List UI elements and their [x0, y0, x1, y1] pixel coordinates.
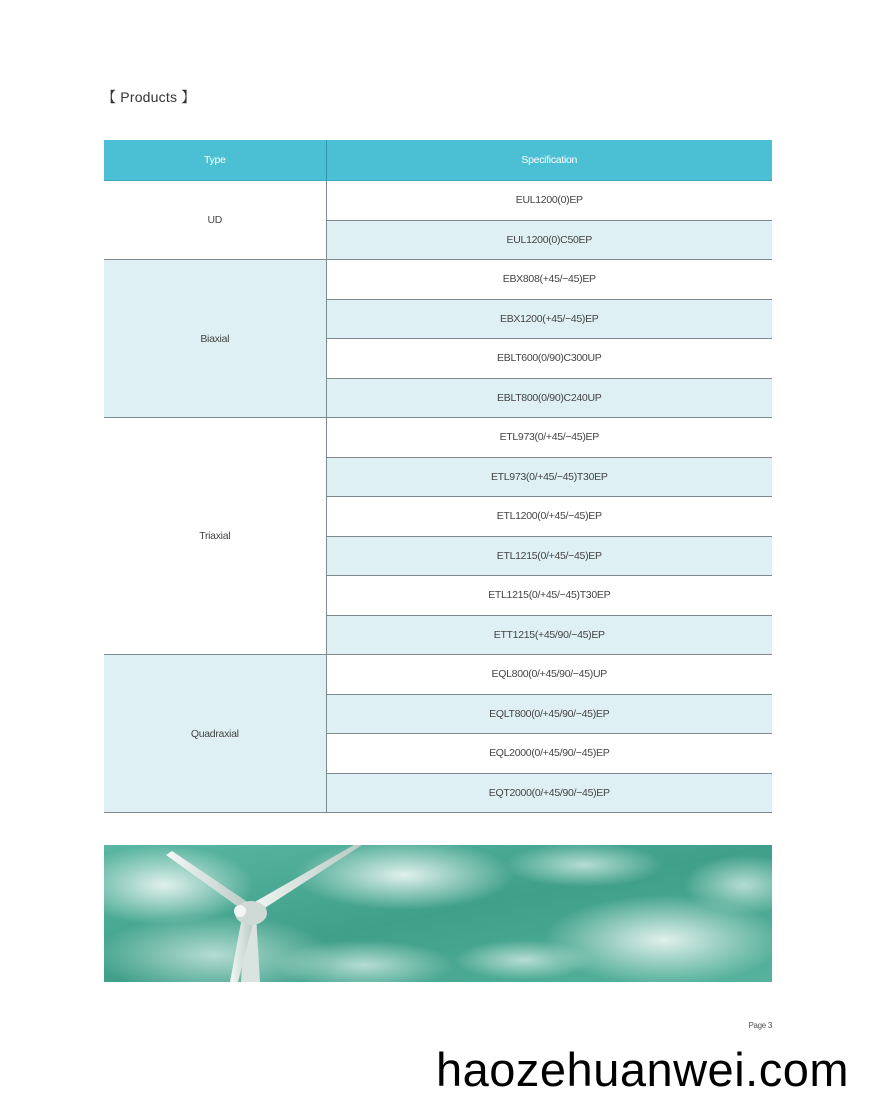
spec-cell: EUL1200(0)EP	[326, 181, 772, 221]
spec-cell: EQL800(0/+45/90/−45)UP	[326, 655, 772, 695]
spec-cell: ETL1200(0/+45/−45)EP	[326, 497, 772, 537]
products-heading: 【 Products 】	[102, 89, 196, 105]
spec-cell: EBX1200(+45/−45)EP	[326, 299, 772, 339]
wind-turbine-banner	[104, 845, 772, 982]
spec-cell: EUL1200(0)C50EP	[326, 220, 772, 260]
table-header-row	[104, 140, 772, 181]
type-cell-triaxial: Triaxial	[104, 418, 326, 655]
type-cell-ud: UD	[104, 181, 326, 260]
specification-column-header: Specification	[326, 140, 772, 181]
spec-cell: EQLT800(0/+45/90/−45)EP	[326, 694, 772, 734]
spec-cell: EBLT800(0/90)C240UP	[326, 378, 772, 418]
spec-cell: ETL973(0/+45/−45)EP	[326, 418, 772, 458]
products-table	[104, 140, 772, 813]
table-row	[104, 655, 772, 695]
type-cell-quadraxial: Quadraxial	[104, 655, 326, 813]
spec-cell: ETL973(0/+45/−45)T30EP	[326, 457, 772, 497]
type-column-header: Type	[104, 140, 326, 181]
type-cell-biaxial: Biaxial	[104, 260, 326, 418]
spec-cell: EQL2000(0/+45/90/−45)EP	[326, 734, 772, 774]
spec-cell: EBX808(+45/−45)EP	[326, 260, 772, 300]
spec-cell: ETL1215(0/+45/−45)EP	[326, 536, 772, 576]
table-row	[104, 260, 772, 300]
spec-cell: ETL1215(0/+45/−45)T30EP	[326, 576, 772, 616]
spec-cell: EQT2000(0/+45/90/−45)EP	[326, 773, 772, 813]
spec-cell: EBLT600(0/90)C300UP	[326, 339, 772, 379]
spec-cell: ETT1215(+45/90/−45)EP	[326, 615, 772, 655]
page-number: Page 3	[748, 1021, 772, 1030]
wind-turbine-image	[104, 845, 772, 982]
watermark-text: haozehuanwei.com	[436, 1043, 849, 1096]
table-row	[104, 418, 772, 458]
table-row	[104, 181, 772, 221]
